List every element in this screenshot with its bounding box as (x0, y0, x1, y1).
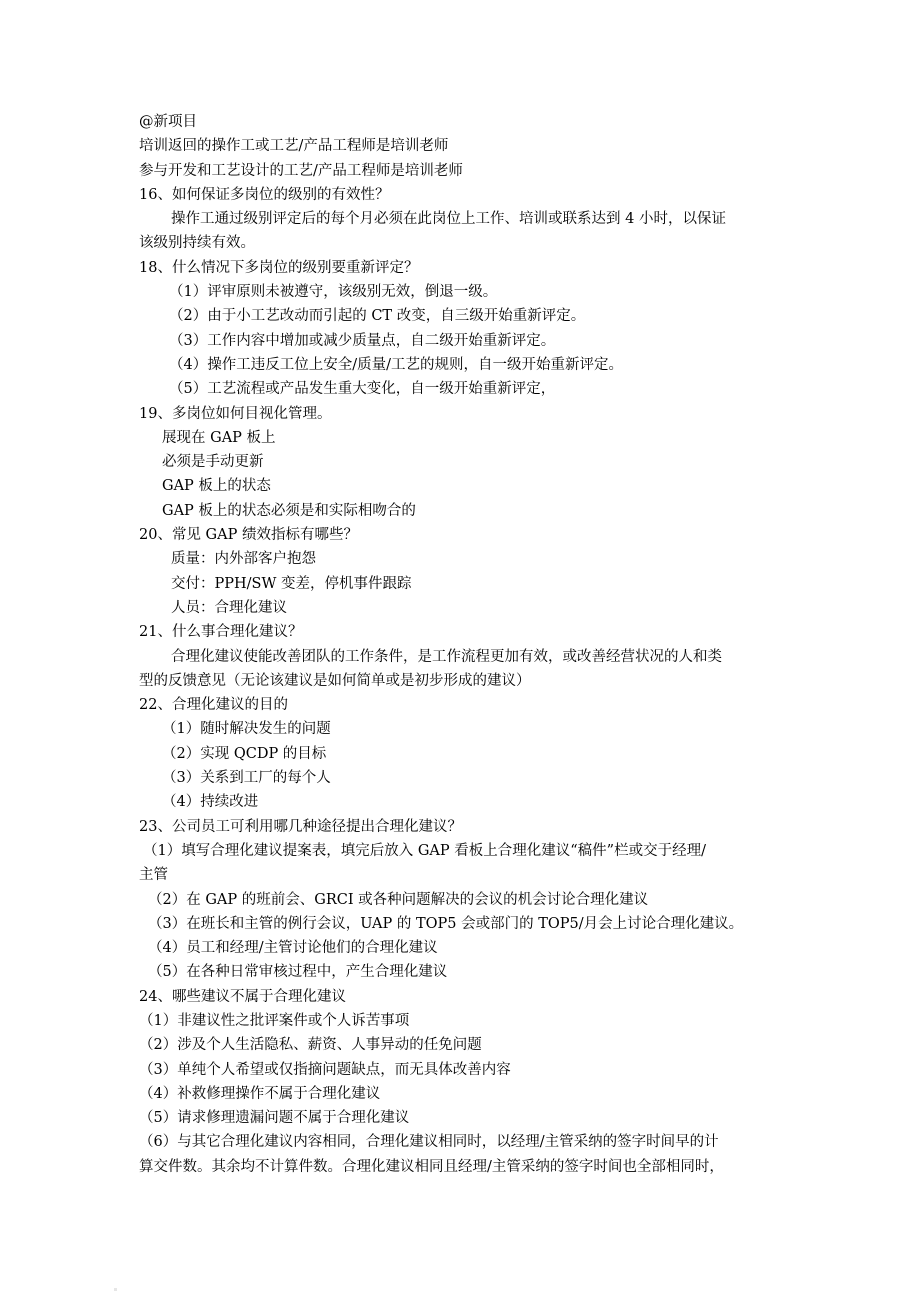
text-line: 21、什么事合理化建议？ (139, 624, 303, 641)
text-line: （2）由于小工艺改动而引起的 CT 改变，自三级开始重新评定。 (169, 308, 586, 325)
text-line: （5）工艺流程或产品发生重大变化，自一级开始重新评定， (169, 381, 556, 398)
text-line: 参与开发和工艺设计的工艺/产品工程师是培训老师 (139, 162, 463, 179)
text-line: 操作工通过级别评定后的每个月必须在此岗位上工作、培训或联系达到 4 小时，以保证 (171, 211, 726, 228)
page-corner-mark (114, 1288, 117, 1291)
text-line: （1）随时解决发生的问题 (162, 721, 331, 738)
text-line: 主管 (139, 867, 168, 884)
text-line: 18、什么情况下多岗位的级别要重新评定？ (139, 259, 419, 276)
text-line: （3）工作内容中增加或减少质量点，自二级开始重新评定。 (169, 332, 556, 349)
text-line: 展现在 GAP 板上 (162, 429, 276, 446)
text-line: 23、公司员工可利用哪几种途径提出合理化建议？ (139, 818, 462, 835)
text-line: 合理化建议使能改善团队的工作条件，是工作流程更加有效，或改善经营状况的人和类 (171, 648, 722, 665)
text-line: （2）涉及个人生活隐私、薪资、人事异动的任免问题 (139, 1037, 482, 1054)
text-line: 培训返回的操作工或工艺/产品工程师是培训老师 (139, 138, 449, 155)
text-line: 型的反馈意见（无论该建议是如何简单或是初步形成的建议） (139, 672, 531, 689)
text-line: （4）员工和经理/主管讨论他们的合理化建议 (148, 940, 438, 957)
text-line: 22、合理化建议的目的 (139, 697, 288, 714)
text-line: 20、常见 GAP 绩效指标有哪些？ (139, 527, 358, 544)
text-line: （5）在各种日常审核过程中，产生合理化建议 (148, 964, 448, 981)
text-line: （3）在班长和主管的例行会议，UAP 的 TOP5 会或部门的 TOP5/月会上讨论合理化建议。 (148, 915, 744, 932)
text-line: GAP 板上的状态必须是和实际相吻合的 (162, 502, 416, 519)
text-line: 人员：合理化建议 (171, 599, 287, 616)
text-line: GAP 板上的状态 (162, 478, 271, 495)
text-line: （1）填写合理化建议提案表，填完后放入 GAP 看板上合理化建议“稿件”栏或交于经理/ (143, 842, 706, 859)
text-line: 算交件数。其余均不计算件数。合理化建议相同且经理/主管采纳的签字时间也全部相同时， (139, 1158, 724, 1175)
text-line: 必须是手动更新 (162, 454, 264, 471)
text-line: （2）在 GAP 的班前会、GRCI 或各种问题解决的会议的机会讨论合理化建议 (148, 891, 649, 908)
text-line: 24、哪些建议不属于合理化建议 (139, 988, 346, 1005)
text-line: （4）补救修理操作不属于合理化建议 (139, 1085, 381, 1102)
text-line: 质量：内外部客户抱怨 (171, 551, 316, 568)
text-line: （5）请求修理遗漏问题不属于合理化建议 (139, 1110, 410, 1127)
text-line: （3）单纯个人希望或仅指摘问题缺点，而无具体改善内容 (139, 1061, 511, 1078)
text-line: 16、如何保证多岗位的级别的有效性？ (139, 186, 390, 203)
text-line: （1）非建议性之批评案件或个人诉苦事项 (139, 1012, 410, 1029)
document-body (139, 110, 799, 1179)
text-line: 交付：PPH/SW 变差，停机事件跟踪 (171, 575, 412, 592)
text-line: （3）关系到工厂的每个人 (162, 770, 331, 787)
text-line: （1）评审原则未被遵守，该级别无效，倒退一级。 (169, 284, 498, 301)
text-line: 19、多岗位如何目视化管理。 (139, 405, 332, 422)
text-line: （2）实现 QCDP 的目标 (162, 745, 327, 762)
text-line: 该级别持续有效。 (139, 235, 255, 252)
text-line: @新项目 (139, 114, 197, 130)
text-line: （4）持续改进 (162, 794, 259, 811)
text-line: （6）与其它合理化建议内容相同，合理化建议相同时，以经理/主管采纳的签字时间早的计 (139, 1134, 719, 1151)
text-line: （4）操作工违反工位上安全/质量/工艺的规则，自一级开始重新评定。 (169, 356, 623, 373)
